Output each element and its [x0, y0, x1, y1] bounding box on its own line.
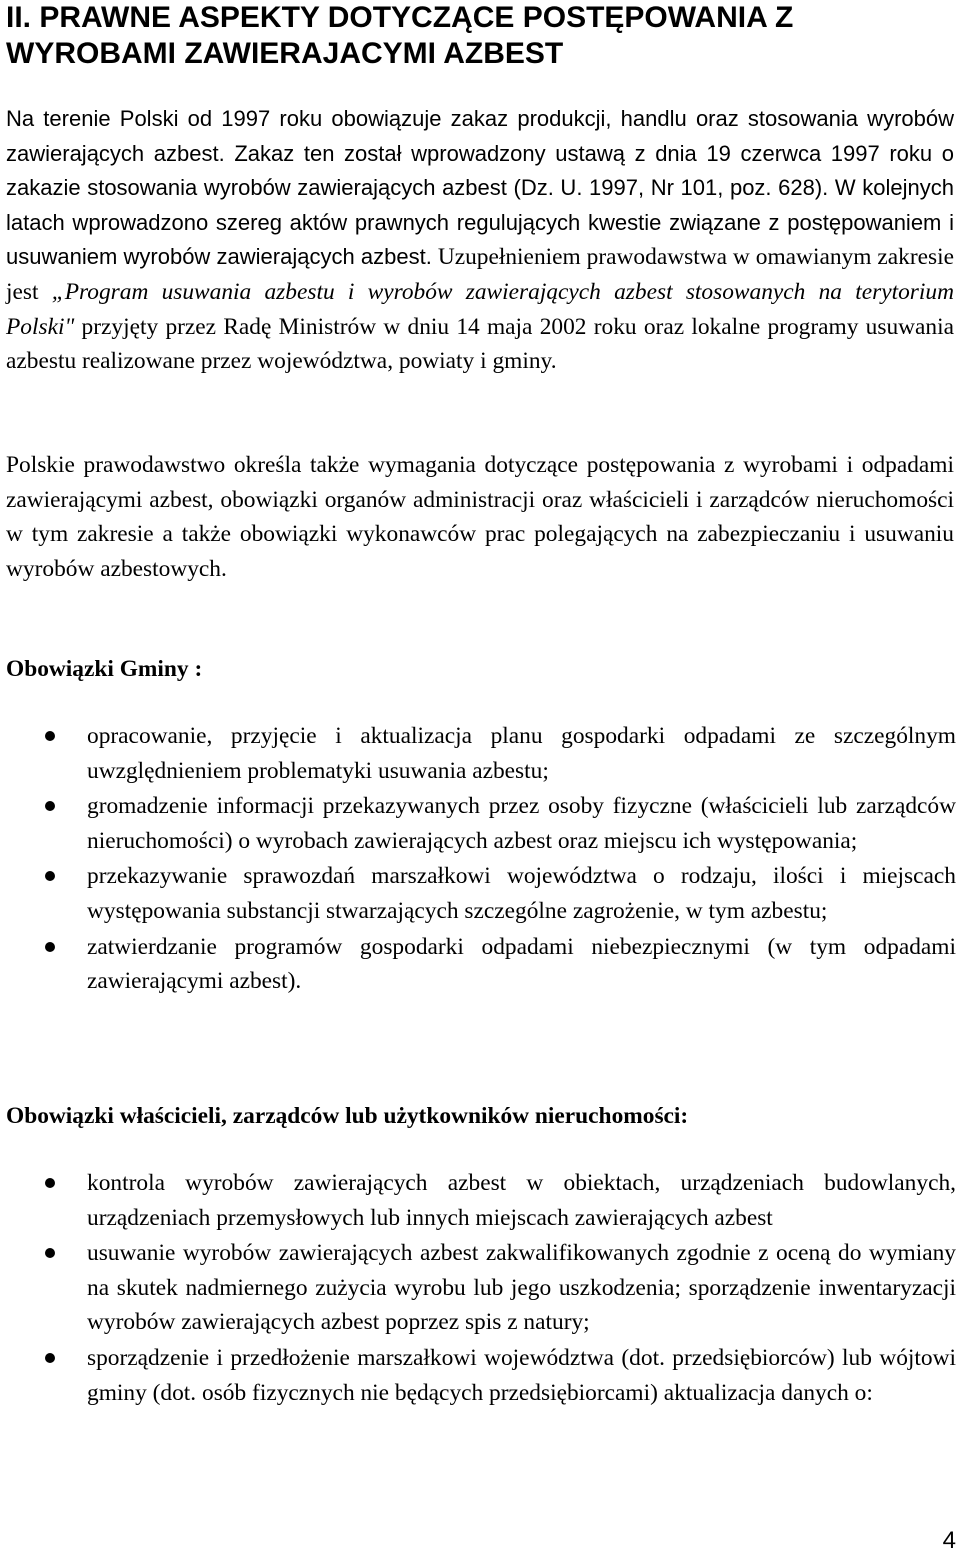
page-number: 4: [942, 1527, 956, 1554]
list-item-text: usuwanie wyrobów zawierających azbest zakwalifikowanych zgodnie z oceną do wymiany na skutek nadmiernego zużycia wyrobu lub jego uszkodzenia; sporządzenie inwentaryzacji wyrobów zawierających azbest poprzez spis z natury;: [87, 1240, 956, 1336]
intro-serif-text-end: przyjęty przez Radę Ministrów w dniu 14 maja 2002 roku oraz lokalne programy usuwania azbestu realizowane przez województwa, powiaty i gminy.: [6, 313, 954, 375]
list-item-text: zatwierdzanie programów gospodarki odpadami niebezpiecznymi (w tym odpadami zawierającymi azbest).: [87, 933, 956, 995]
list-item-text: opracowanie, przyjęcie i aktualizacja planu gospodarki odpadami ze szczególnym uwzględnieniem problematyki usuwania azbestu;: [87, 723, 956, 784]
list-item: [0, 1341, 956, 1410]
list-item: [0, 719, 956, 788]
owners-duties-list: [0, 1166, 956, 1411]
list-item: [0, 859, 956, 928]
bullet-icon: [45, 731, 55, 741]
bullet-icon: [45, 942, 55, 952]
intro-sans-text: Na terenie Polski od 1997 roku obowiązuje zakaz produkcji, handlu oraz stosowania wyrobów zawierających azbest. Zakaz ten został wprowadzony ustawą z dnia 19 czerwca 1997 roku o zakazie stosowania wyrobów zawierających azbest (Dz. U. 1997, Nr 101, poz. 628). W kolejnych latach wprowadzono szereg aktów prawnych regulujących kwestie związane z postępowaniem i usuwaniem wyrobów zawierających azbest.: [6, 106, 954, 270]
bullet-icon: [45, 1353, 55, 1363]
list-item-text: przekazywanie sprawozdań marszałkowi województwa o rodzaju, ilości i miejscach występowania substancji stwarzających szczególne zagrożenie, w tym azbestu;: [87, 863, 956, 924]
list-item-text: kontrola wyrobów zawierających azbest w obiektach, urządzeniach budowlanych, urządzeniach przemysłowych lub innych miejscach zawierających azbest: [87, 1170, 956, 1231]
list-item-text: gromadzenie informacji przekazywanych przez osoby fizyczne (właścicieli lub zarządców nieruchomości) o wyrobach zawierających azbest oraz miejscu ich występowania;: [87, 793, 956, 854]
bullet-icon: [45, 1178, 55, 1188]
page-title: II. PRAWNE ASPEKTY DOTYCZĄCE POSTĘPOWANIA Z WYROBAMI ZAWIERAJACYMI AZBEST: [6, 1, 794, 70]
bullet-icon: [45, 871, 55, 881]
owners-heading: Obowiązki właścicieli, zarządców lub użytkowników nieruchomości:: [6, 1103, 689, 1129]
list-item: [0, 1166, 956, 1235]
intro-paragraph: [6, 102, 954, 379]
list-item: [0, 1236, 956, 1340]
list-item: [0, 789, 956, 858]
gmina-duties-list: [0, 719, 956, 1000]
list-item-text: sporządzenie i przedłożenie marszałkowi województwa (dot. przedsiębiorców) lub wójtowi gminy (dot. osób fizycznych nie będących przedsiębiorcami) aktualizacja danych o:: [87, 1344, 956, 1406]
intro-serif-text: Uzupełnieniem prawodawstwa w omawianym zakresie jest: [6, 244, 954, 305]
regulations-paragraph: Polskie prawodawstwo określa także wymagania dotyczące postępowania z wyrobami i odpadami zawierającymi azbest, obowiązki organów administracji oraz właścicieli i zarządców nieruchomości w tym zakresie a także obowiązki wykonawców prac polegających na zabezpieczaniu i usuwaniu wyrobów azbestowych.: [6, 452, 954, 582]
list-item: [0, 930, 956, 999]
bullet-icon: [45, 1248, 55, 1258]
bullet-icon: [45, 801, 55, 811]
program-title: „Program usuwania azbestu i wyrobów zawierających azbest stosowanych na terytorium Polski": [6, 278, 954, 340]
gmina-heading: Obowiązki Gminy :: [6, 656, 203, 682]
